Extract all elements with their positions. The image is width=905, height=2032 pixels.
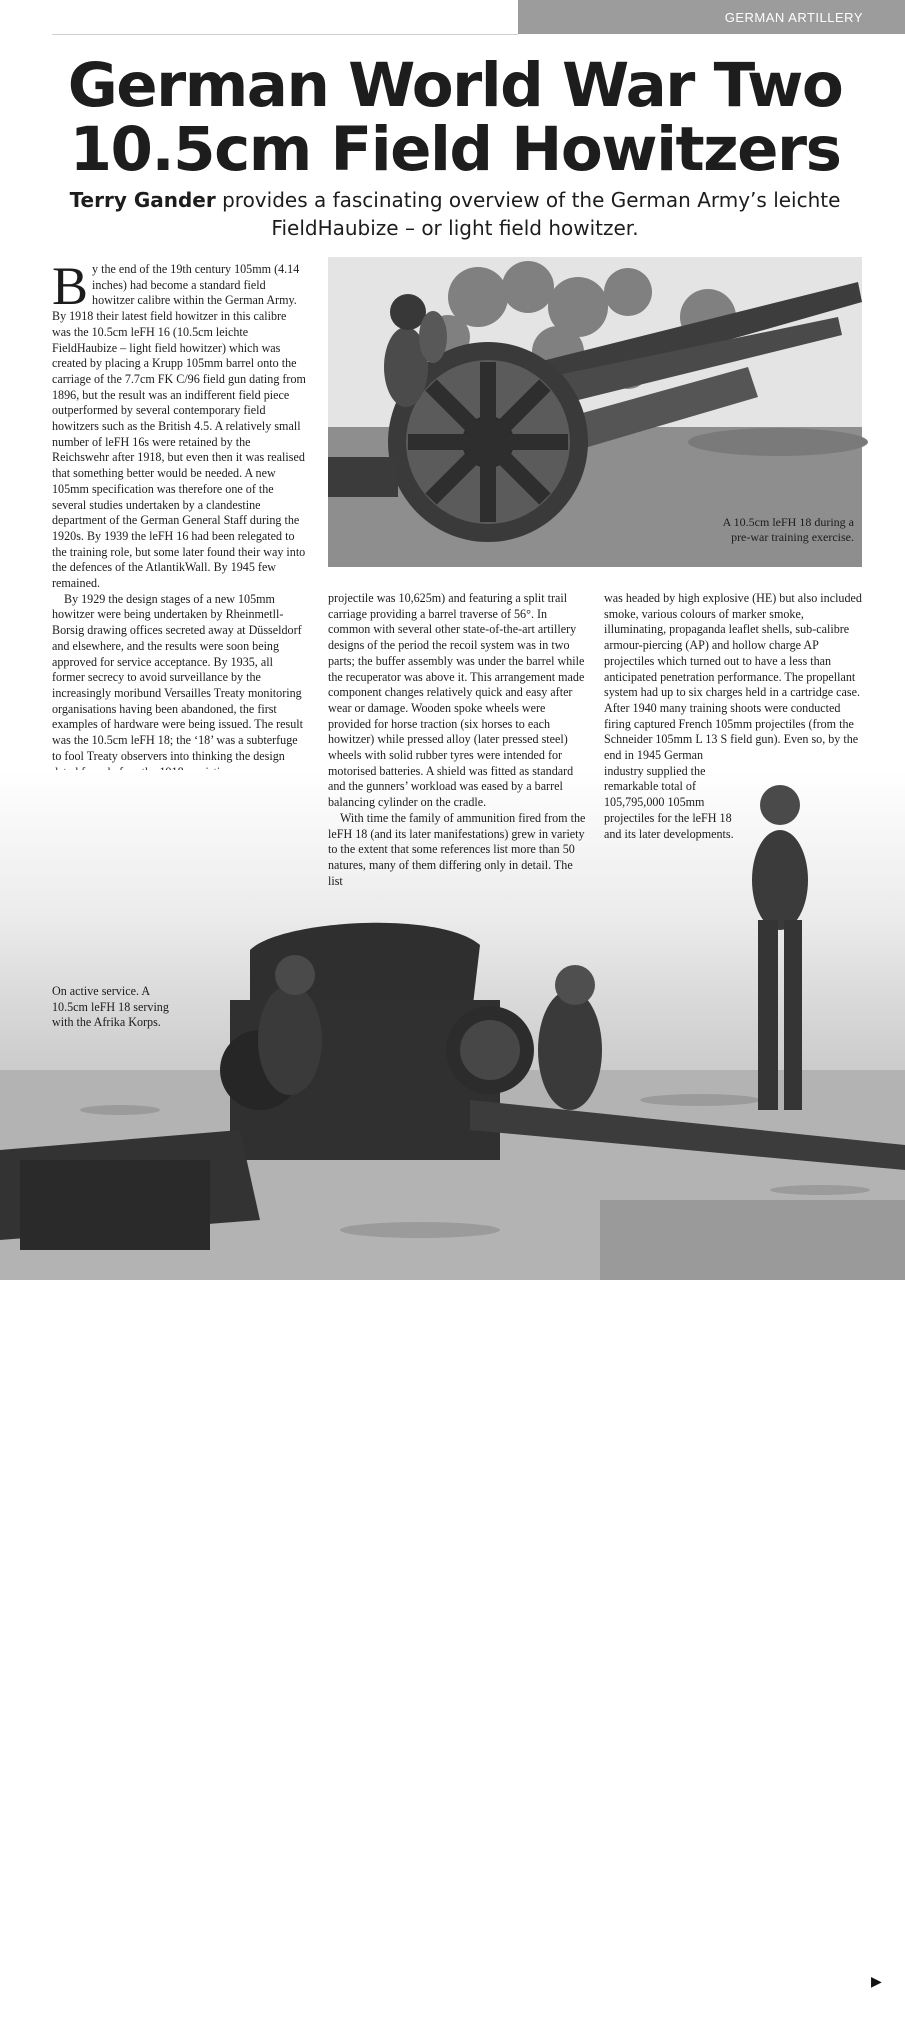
paragraph: By 1929 the design stages of a new 105mm howitzer were being undertaken by Rheinmetll-Borsig drawing offices secreted away at Düsseldorf and elsewhere, and the results were soon being approved for service acceptance. By 1935, all former secrecy to avoid surveillance by the increasingly moribund Versailles Treaty monitoring organisations having been abandoned, the first examples of hardware were being issued. The result was the 10.5cm leFH 18; the ‘18’ was a subterfuge to fool Treaty observers into thinking the design bbox=[52, 591, 303, 763]
paragraph: By the end of the 19th century 105mm (4.14 inches) had become a standard field howitzer calibre within the German Army. By 1918 their latest field howitzer in this calibre was the 10.5cm leFH 16 (10.5cm leichte FieldHaubize – light field howitzer) which was created by placing a Krupp 105mm barrel onto the carriage of the 7.7cm FK C/96 field gun dating from 1896, but the result was an indifferent field piece outperformed by several contemporary field howitzers such as the British 4.5. A relatively small number of leFH 16s were retained by the Reichswehr after 1918, but even then it was realised that something better would be needed. A new 105mm specification was therefore one of the several studies undertaken by a clandestine department of the German General Staff during the 1920s. By 1939 the leFH 16 had been relegated to the training role, but some later found their way into the defences of the AtlantikWall. By 1945 few remained. bbox=[52, 256, 306, 591]
page-number: 65 bbox=[815, 2015, 831, 2031]
top-rule bbox=[52, 34, 518, 35]
author-name: Terry Gander bbox=[69, 188, 216, 212]
footer-url: www.militaria-history.co.uk bbox=[442, 2016, 583, 2030]
footer-separator: • bbox=[745, 2016, 750, 2030]
headline-line-1: German World War Two bbox=[67, 50, 843, 121]
footer-magazine: Armourer bbox=[757, 2016, 808, 2030]
photo-caption-2: On active service. A 10.5cm leFH 18 serving with the Afrika Korps. bbox=[52, 984, 169, 1030]
next-page-arrow[interactable]: ▶ bbox=[871, 1974, 882, 1990]
paragraph: was headed by high explosive (HE) but also included smoke, various colours of marker smoke, illuminating, propaganda leaflet shells, sub-calibre armour-piercing (AP) and hollow charge AP projectiles which turned out to have a less than anticipated penetration performance. The propellant system had up to six charges held in a cartridge case. After 1940 many training shoots were conducted firing captured French 105mm projectiles (from the Schneider 105mm L 13 S field gun). Even so, by the end in 1945 German bbox=[604, 591, 862, 763]
article-column-2 bbox=[328, 591, 586, 889]
headline bbox=[40, 50, 870, 185]
headline-line-2: 10.5cm Field Howitzers bbox=[69, 114, 841, 185]
footer-separator: • bbox=[590, 2016, 595, 2030]
section-label: GERMAN ARTILLERY bbox=[724, 9, 863, 25]
paragraph-continuation: industry supplied the remarkable total of 105,795,000 105mm projectiles for the leFH 18 and its later developments. bbox=[604, 763, 734, 841]
page-footer bbox=[442, 2014, 830, 2032]
paragraph: With time the family of ammunition fired from the leFH 18 (and its later manifestations) grew in variety to the extent that some references list more than 50 natures, many of them differing only in detail. The list bbox=[328, 810, 586, 888]
article-column-1 bbox=[52, 256, 308, 843]
standfirst bbox=[40, 186, 870, 242]
article-column-3 bbox=[604, 591, 862, 842]
footer-issue: September/October 2016 bbox=[602, 2016, 738, 2030]
drop-cap: B bbox=[52, 256, 89, 316]
standfirst-text: provides a fascinating overview of the German Army’s leichte FieldHaubize – or light field howitzer. bbox=[215, 188, 841, 240]
section-tab bbox=[518, 0, 905, 34]
photo-caption-1: A 10.5cm leFH 18 during a pre-war training exercise. bbox=[722, 515, 854, 544]
paragraph: projectile was 10,625m) and featuring a split trail carriage providing a barrel traverse of 56°. In common with several other state-of-the-art artillery designs of the period the recoil system was in two parts; the buffer assembly was under the barrel while the recuperator was above it. This arrangement made component changes relatively quick and easy after wear or damage. Wooden spoke wheels were provided for horse traction (six horses to each howitzer) while pressed alloy (later pressed steel) wheels with solid rubber tyres were intended for motorised batteries. A shield was fitted as standard and the gunners’ workload was eased by a barrel balancing cylinder on the cradle. bbox=[328, 591, 585, 810]
photo-howitzer-training bbox=[328, 257, 862, 567]
